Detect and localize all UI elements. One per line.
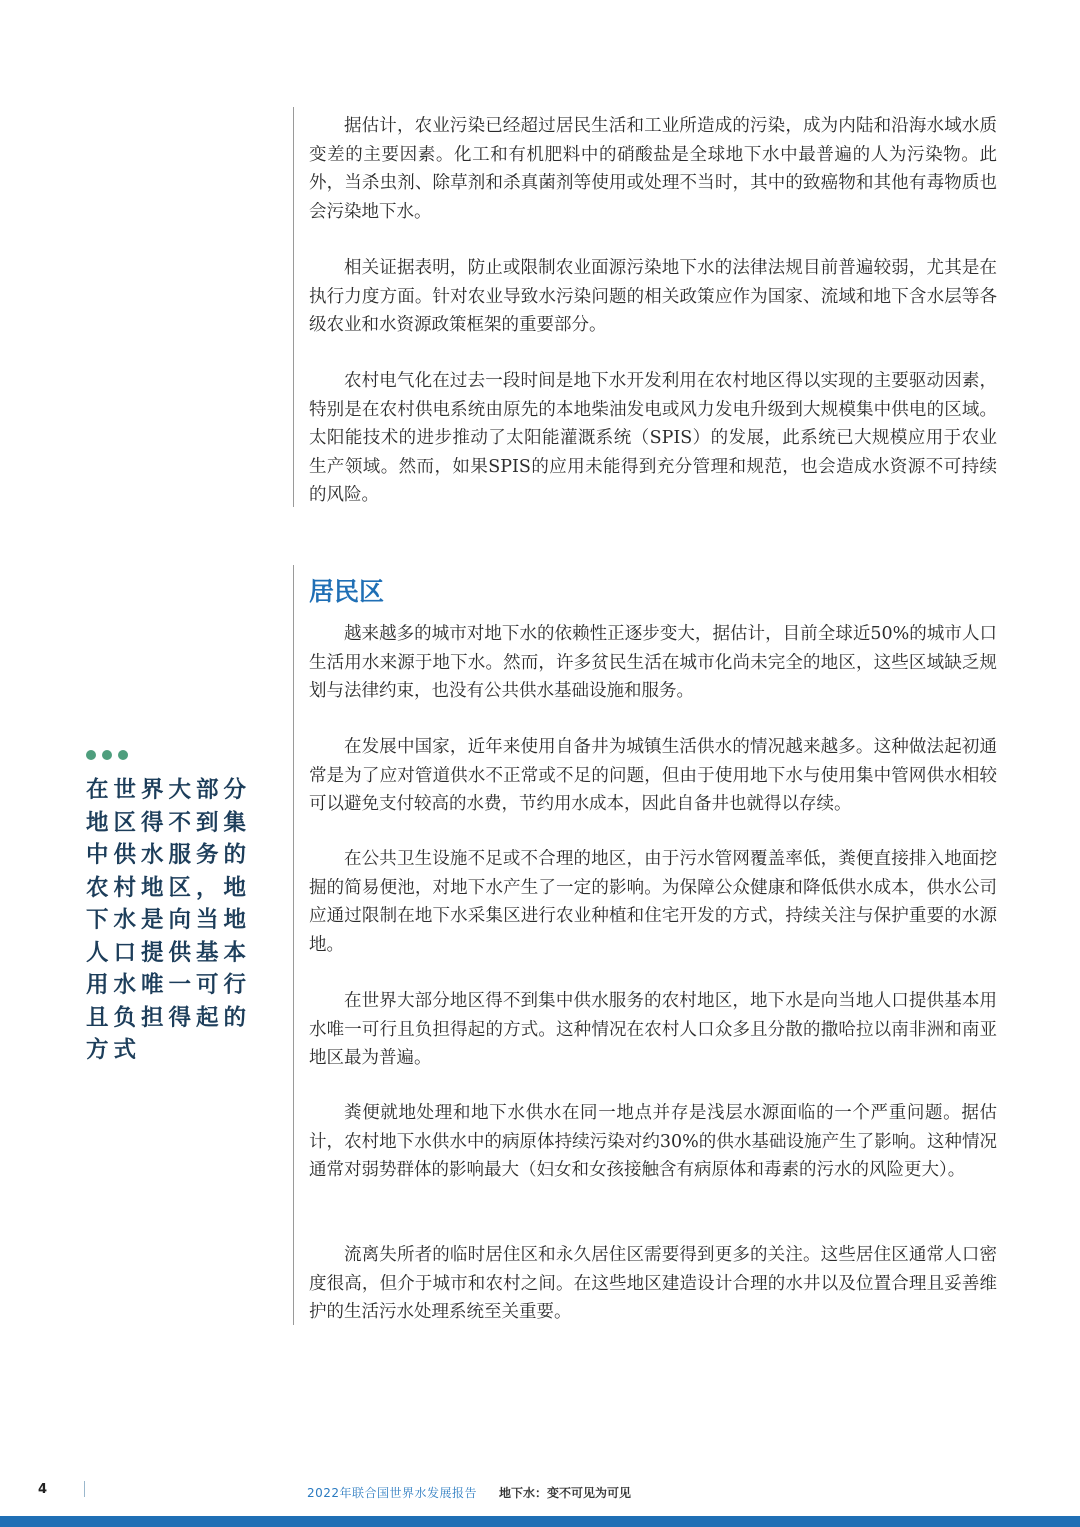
divider-line-bottom [293,565,294,1325]
paragraph-text: 相关证据表明，防止或限制农业面源污染地下水的法律法规目前普遍较弱，尤其是在执行力度方面。针对农业导致水污染问题的相关政策应作为国家、流域和地下含水层等各级农业和水资源政策框架的重要部分。 [309,258,997,336]
paragraph-1 [309,112,997,226]
paragraph-3 [309,367,997,510]
page-number: 4 [38,1482,48,1497]
paragraph-text: 在发展中国家，近年来使用自备井为城镇生活供水的情况越来越多。这种做法起初通常是为了应对管道供水不正常或不足的问题，但由于使用地下水与使用集中管网供水相较可以避免支付较高的水费，节约用水成本，因此自备井也就得以存续。 [309,737,997,815]
dot-icon [118,750,128,760]
section-paragraph-4 [309,987,997,1073]
dot-icon [102,750,112,760]
footer-report-name: 2022年联合国世界水发展报告 [307,1486,478,1500]
section-paragraph-5 [309,1099,997,1185]
paragraph-text: 据估计，农业污染已经超过居民生活和工业所造成的污染，成为内陆和沿海水域水质变差的主要因素。化工和有机肥料中的硝酸盐是全球地下水中最普遍的人为污染物。此外，当杀虫剂、除草剂和杀真菌剂等使用或处理不当时，其中的致癌物和其他有毒物质也会污染地下水。 [309,116,997,222]
section-paragraph-3 [309,845,997,959]
section-paragraph-6 [309,1241,997,1327]
paragraph-text: 越来越多的城市对地下水的依赖性正逐步变大，据估计，目前全球近50%的城市人口生活用水来源于地下水。然而，许多贫民生活在城市化尚未完全的地区，这些区域缺乏规划与法律约束，也没有公共供水基础设施和服务。 [309,624,997,702]
pull-quote: 在世界大部分地区得不到集中供水服务的农村地区，地下水是向当地人口提供基本用水唯一可行且负担得起的方式 [86,777,252,1063]
paragraph-text: 流离失所者的临时居住区和永久居住区需要得到更多的关注。这些居住区通常人口密度很高，但介于城市和农村之间。在这些地区建造设计合理的水井以及位置合理且妥善维护的生活污水处理系统至关重要。 [309,1245,997,1323]
section-paragraph-1 [309,620,997,706]
footer-report-title: 地下水：变不可见为可见 [499,1486,632,1500]
paragraph-text: 在世界大部分地区得不到集中供水服务的农村地区，地下水是向当地人口提供基本用水唯一可行且负担得起的方式。这种情况在农村人口众多且分散的撒哈拉以南非洲和南亚地区最为普遍。 [309,991,997,1069]
paragraph-text: 农村电气化在过去一段时间是地下水开发利用在农村地区得以实现的主要驱动因素，特别是在农村供电系统由原先的本地柴油发电或风力发电升级到大规模集中供电的区域。太阳能技术的进步推动了太阳能灌溉系统（SPIS）的发展，此系统已大规模应用于农业生产领域。然而，如果SPIS的应用未能得到充分管理和规范，也会造成水资源不可持续的风险。 [309,371,997,506]
paragraph-text: 粪便就地处理和地下水供水在同一地点并存是浅层水源面临的一个严重问题。据估计，农村地下水供水中的病原体持续污染对约30%的供水基础设施产生了影响。这种情况通常对弱势群体的影响最大（妇女和女孩接触含有病原体和毒素的污水的风险更大）。 [309,1103,997,1181]
section-title: 居民区 [309,577,385,606]
section-paragraph-2 [309,733,997,819]
footer-separator [84,1481,85,1497]
paragraph-2 [309,254,997,340]
bottom-accent-bar [0,1516,1080,1527]
pull-quote-dots-icon [86,750,128,760]
paragraph-text: 在公共卫生设施不足或不合理的地区，由于污水管网覆盖率低，粪便直接排入地面挖掘的简易便池，对地下水产生了一定的影响。为保障公众健康和降低供水成本，供水公司应通过限制在地下水采集区进行农业种植和住宅开发的方式，持续关注与保护重要的水源地。 [309,849,997,955]
dot-icon [86,750,96,760]
divider-line-top [293,107,294,507]
